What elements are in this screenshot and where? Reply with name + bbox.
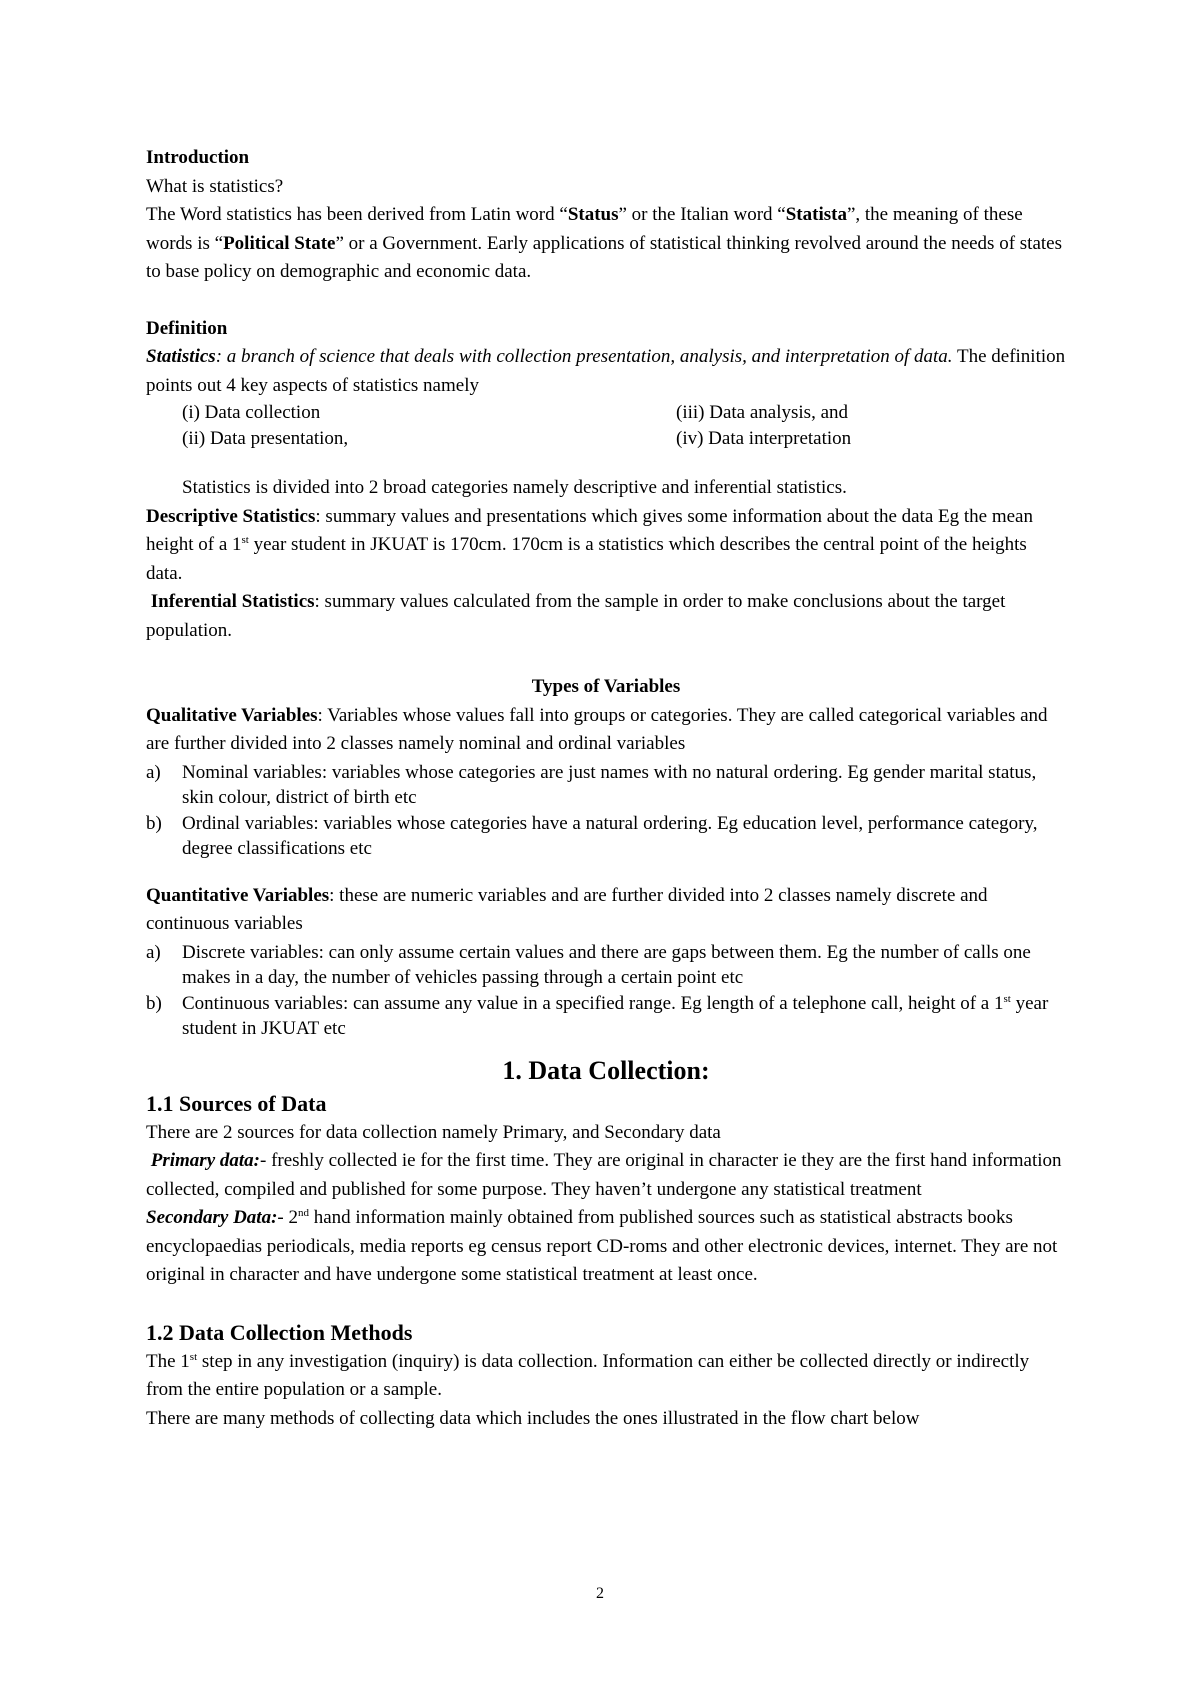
quantitative-term: Quantitative Variables — [146, 884, 330, 906]
intro-heading: Introduction — [146, 147, 250, 168]
descriptive-text: year student in JKUAT is 170cm. 170cm is a statistics which describes the central point of the heights data. — [146, 534, 1027, 584]
primary-term: Primary data: — [150, 1150, 260, 1171]
intro-text: ”, the meaning of these words is “ — [146, 204, 1023, 254]
types-heading: Types of Variables — [531, 676, 681, 697]
list-text: Nominal variables: variables whose categories are just names with no natural ordering. Eg gender marital status, skin colour, district of birth etc — [182, 761, 1037, 808]
inferential-term: Inferential Statistics — [150, 591, 315, 612]
methods-text: The 1 — [146, 1350, 190, 1372]
primary-text: - freshly collected ie for the first time. They are original in character ie they are the first hand information collected, compiled and published for some purpose. They haven’t undergone any statistical treatment — [146, 1150, 1062, 1200]
list-item — [146, 760, 1066, 810]
definition-paragraph — [146, 343, 1066, 400]
list-item — [146, 991, 1066, 1041]
intro-text: ” or the Italian word “ — [618, 204, 786, 225]
qualitative-paragraph — [146, 702, 1066, 759]
aspect-item: (iv) Data interpretation — [676, 428, 852, 449]
quantitative-text: : these are numeric variables and are further divided into 2 classes namely discrete and continuous variables — [146, 884, 988, 934]
list-text: Ordinal variables: variables whose categories have a natural ordering. Eg education level, performance category, degree classifications etc — [182, 812, 1038, 859]
descriptive-text: : summary values and presentations which gives some information about the data Eg the mean height of a 1 — [146, 505, 1033, 555]
list-text: Continuous variables: can assume any value in a specified range. Eg length of a telephone call, height of a 1 — [182, 992, 1004, 1014]
aspect-item: (ii) Data presentation, — [182, 428, 349, 449]
list-label: b) — [146, 992, 162, 1014]
list-label: a) — [146, 761, 161, 783]
superscript: st — [189, 1350, 198, 1363]
document-page — [146, 144, 1066, 1433]
sources-heading: 1.1 Sources of Data — [146, 1090, 327, 1116]
intro-text: ” or a Government. Early applications of statistical thinking revolved around the needs of states to base policy on demographic and economic data. — [146, 232, 1062, 282]
superscript: nd — [297, 1207, 309, 1219]
list-item — [146, 940, 1066, 990]
list-label: b) — [146, 812, 162, 834]
term-status: Status — [567, 204, 619, 225]
intro-question: What is statistics? — [146, 175, 284, 197]
definition-rest: The definition points out 4 key aspects of statistics namely — [146, 346, 1066, 396]
aspect-item: (iii) Data analysis, and — [676, 402, 849, 423]
secondary-term: Secondary Data: — [146, 1207, 278, 1228]
definition-heading: Definition — [146, 317, 228, 339]
definition-term: Statistics — [146, 346, 216, 367]
definition-text: : a branch of science that deals with collection presentation, analysis, and interpretation of data. — [215, 346, 953, 367]
list-text: year student in JKUAT etc — [182, 992, 1049, 1039]
secondary-paragraph — [146, 1204, 1066, 1290]
secondary-text: hand information mainly obtained from published sources such as statistical abstracts books encyclopaedias periodicals, media reports eg census report CD-roms and other electronic devices, internet. They are not original in character and have undergone some statistical treatment at least once. — [146, 1207, 1058, 1285]
methods-text: step in any investigation (inquiry) is data collection. Information can either be collected directly or indirectly from the entire population or a sample. — [146, 1350, 1030, 1400]
page-number: 2 — [596, 1585, 604, 1602]
section-title: 1. Data Collection: — [502, 1055, 710, 1085]
inferential-paragraph — [146, 588, 1066, 645]
qualitative-text: : Variables whose values fall into groups or categories. They are called categorical variables and are further divided into 2 classes namely nominal and ordinal variables — [146, 704, 1048, 754]
categories-paragraph: Statistics is divided into 2 broad categories namely descriptive and inferential statistics. — [182, 477, 847, 498]
primary-paragraph — [146, 1147, 1066, 1204]
secondary-text: - 2 — [277, 1207, 298, 1228]
quantitative-paragraph — [146, 882, 1066, 939]
sources-intro: There are 2 sources for data collection namely Primary, and Secondary data — [146, 1121, 721, 1143]
term-political-state: Political State — [223, 232, 336, 254]
list-text: Discrete variables: can only assume certain values and there are gaps between them. Eg the number of calls one makes in a day, the number of vehicles passing through a certain point etc — [182, 941, 1031, 988]
intro-text: The Word statistics has been derived from Latin word “ — [146, 204, 568, 225]
descriptive-paragraph — [146, 503, 1066, 589]
aspects-list — [182, 400, 1066, 454]
inferential-text: : summary values calculated from the sample in order to make conclusions about the target population. — [146, 591, 1006, 641]
superscript: st — [1003, 992, 1011, 1005]
term-statista: Statista — [785, 204, 847, 225]
aspect-item: (i) Data collection — [182, 402, 321, 423]
descriptive-term: Descriptive Statistics — [146, 505, 316, 527]
list-label: a) — [146, 941, 161, 963]
methods-paragraph — [146, 1348, 1066, 1405]
superscript: st — [241, 534, 249, 546]
methods-heading: 1.2 Data Collection Methods — [146, 1319, 413, 1345]
qualitative-term: Qualitative Variables — [146, 704, 318, 726]
list-item — [146, 811, 1066, 861]
intro-paragraph — [146, 201, 1066, 287]
methods-flowchart-intro: There are many methods of collecting data which includes the ones illustrated in the flow chart below — [146, 1407, 920, 1429]
